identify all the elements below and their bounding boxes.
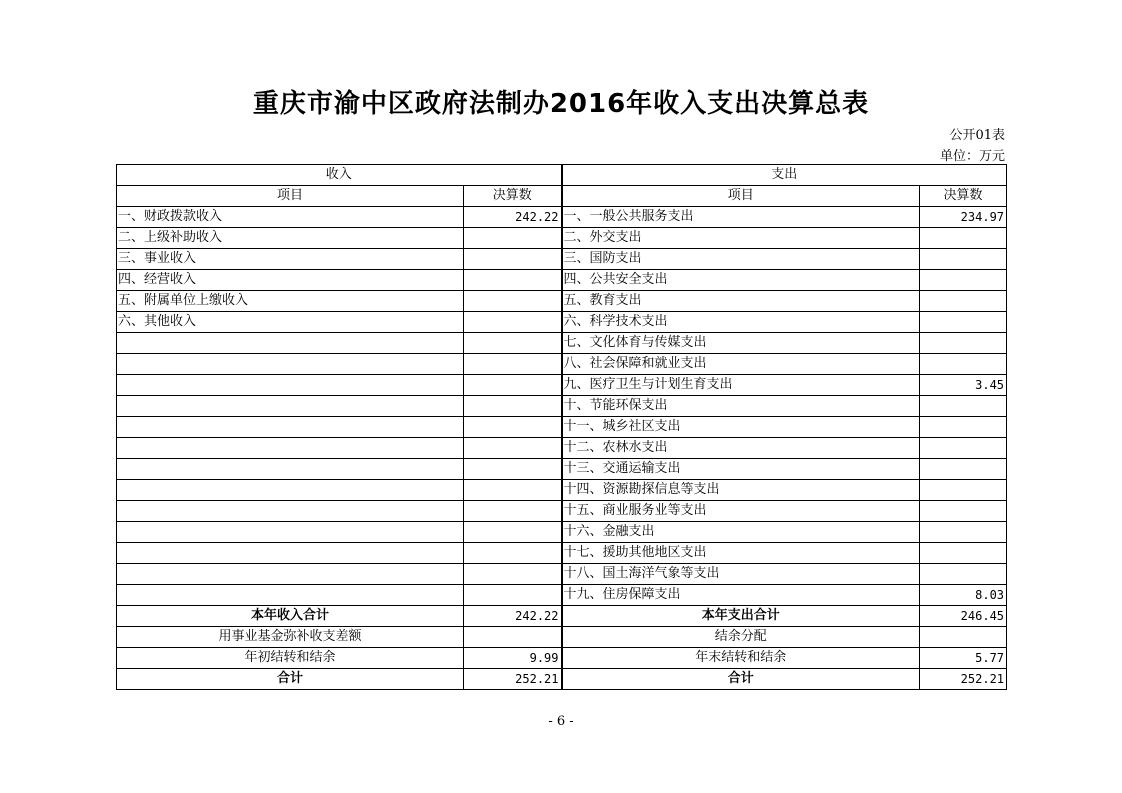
expense-amount <box>920 459 1007 480</box>
income-item <box>117 375 464 396</box>
expense-amount <box>920 522 1007 543</box>
summary-expense-amount: 5.77 <box>920 648 1007 669</box>
expense-amount <box>920 417 1007 438</box>
summary-income-amount <box>464 627 562 648</box>
table-row <box>117 312 1007 333</box>
income-amount <box>464 270 562 291</box>
income-item <box>117 501 464 522</box>
income-amount <box>464 249 562 270</box>
table-row <box>117 543 1007 564</box>
income-amount <box>464 291 562 312</box>
expense-item: 十八、国土海洋气象等支出 <box>562 564 920 585</box>
table-row <box>117 249 1007 270</box>
expense-item: 二、外交支出 <box>562 228 920 249</box>
table-row <box>117 585 1007 606</box>
income-amount <box>464 333 562 354</box>
summary-expense-item: 合计 <box>562 669 920 690</box>
income-amount <box>464 501 562 522</box>
summary-row <box>117 627 1007 648</box>
income-item <box>117 543 464 564</box>
summary-expense-item: 年末结转和结余 <box>562 648 920 669</box>
income-amount-header: 决算数 <box>464 186 562 207</box>
table-row <box>117 417 1007 438</box>
expense-item: 十五、商业服务业等支出 <box>562 501 920 522</box>
income-item: 二、上级补助收入 <box>117 228 464 249</box>
summary-expense-amount: 252.21 <box>920 669 1007 690</box>
table-row <box>117 354 1007 375</box>
expense-item: 十六、金融支出 <box>562 522 920 543</box>
income-item <box>117 459 464 480</box>
table-row <box>117 333 1007 354</box>
table-row <box>117 375 1007 396</box>
income-amount <box>464 522 562 543</box>
summary-row <box>117 669 1007 690</box>
income-item: 五、附属单位上缴收入 <box>117 291 464 312</box>
expense-amount: 234.97 <box>920 207 1007 228</box>
expense-item: 四、公共安全支出 <box>562 270 920 291</box>
income-amount <box>464 459 562 480</box>
income-amount <box>464 585 562 606</box>
table-row <box>117 438 1007 459</box>
income-item <box>117 417 464 438</box>
income-item <box>117 333 464 354</box>
table-row <box>117 291 1007 312</box>
table-header-row <box>117 165 1007 186</box>
table-row <box>117 228 1007 249</box>
table-row <box>117 270 1007 291</box>
income-item <box>117 480 464 501</box>
page-title: 重庆市渝中区政府法制办2016年收入支出决算总表 <box>252 89 870 119</box>
expense-amount: 8.03 <box>920 585 1007 606</box>
expense-item: 三、国防支出 <box>562 249 920 270</box>
table-row <box>117 207 1007 228</box>
income-item <box>117 396 464 417</box>
income-item-header: 项目 <box>117 186 464 207</box>
summary-expense-amount <box>920 627 1007 648</box>
expense-amount <box>920 543 1007 564</box>
summary-row <box>117 606 1007 627</box>
income-item <box>117 522 464 543</box>
income-amount <box>464 312 562 333</box>
expense-amount <box>920 354 1007 375</box>
table-row <box>117 564 1007 585</box>
summary-income-item: 用事业基金弥补收支差额 <box>117 627 464 648</box>
income-amount <box>464 375 562 396</box>
expense-item: 十二、农林水支出 <box>562 438 920 459</box>
budget-table <box>116 164 1007 690</box>
expense-amount <box>920 333 1007 354</box>
income-amount <box>464 354 562 375</box>
table-row <box>117 522 1007 543</box>
expense-amount <box>920 480 1007 501</box>
table-subheader-row <box>117 186 1007 207</box>
income-item: 四、经营收入 <box>117 270 464 291</box>
expense-amount <box>920 312 1007 333</box>
expense-item: 七、文化体育与传媒支出 <box>562 333 920 354</box>
summary-income-amount: 9.99 <box>464 648 562 669</box>
income-amount <box>464 438 562 459</box>
table-row <box>117 396 1007 417</box>
expense-item: 十七、援助其他地区支出 <box>562 543 920 564</box>
expense-item: 十一、城乡社区支出 <box>562 417 920 438</box>
summary-expense-item: 结余分配 <box>562 627 920 648</box>
summary-expense-item: 本年支出合计 <box>562 606 920 627</box>
summary-income-item: 合计 <box>117 669 464 690</box>
expense-amount <box>920 501 1007 522</box>
income-amount <box>464 228 562 249</box>
income-amount <box>464 543 562 564</box>
expense-item: 十四、资源勘探信息等支出 <box>562 480 920 501</box>
income-header: 收入 <box>117 165 562 186</box>
expense-item-header: 项目 <box>562 186 920 207</box>
table-row <box>117 501 1007 522</box>
income-amount <box>464 480 562 501</box>
table-row <box>117 480 1007 501</box>
expense-item: 十三、交通运输支出 <box>562 459 920 480</box>
table-row <box>117 459 1007 480</box>
unit-label: 单位：万元 <box>939 149 1005 164</box>
expense-item: 十九、住房保障支出 <box>562 585 920 606</box>
expense-item: 一、一般公共服务支出 <box>562 207 920 228</box>
summary-expense-amount: 246.45 <box>920 606 1007 627</box>
expense-amount <box>920 438 1007 459</box>
form-number: 公开01表 <box>949 128 1005 143</box>
expense-amount <box>920 396 1007 417</box>
income-amount <box>464 417 562 438</box>
summary-income-amount: 242.22 <box>464 606 562 627</box>
income-item <box>117 585 464 606</box>
expense-amount <box>920 249 1007 270</box>
expense-amount <box>920 228 1007 249</box>
expense-item: 六、科学技术支出 <box>562 312 920 333</box>
expense-amount <box>920 564 1007 585</box>
expense-amount: 3.45 <box>920 375 1007 396</box>
expense-item: 九、医疗卫生与计划生育支出 <box>562 375 920 396</box>
income-amount <box>464 396 562 417</box>
income-item: 六、其他收入 <box>117 312 464 333</box>
income-item <box>117 354 464 375</box>
summary-row <box>117 648 1007 669</box>
summary-income-item: 年初结转和结余 <box>117 648 464 669</box>
summary-income-item: 本年收入合计 <box>117 606 464 627</box>
income-item <box>117 438 464 459</box>
expense-amount-header: 决算数 <box>920 186 1007 207</box>
expense-header: 支出 <box>562 165 1007 186</box>
income-amount: 242.22 <box>464 207 562 228</box>
expense-item: 十、节能环保支出 <box>562 396 920 417</box>
page-number: - 6 - <box>548 714 574 729</box>
income-item: 一、财政拨款收入 <box>117 207 464 228</box>
expense-item: 五、教育支出 <box>562 291 920 312</box>
income-item <box>117 564 464 585</box>
expense-amount <box>920 270 1007 291</box>
expense-amount <box>920 291 1007 312</box>
expense-item: 八、社会保障和就业支出 <box>562 354 920 375</box>
summary-income-amount: 252.21 <box>464 669 562 690</box>
income-item: 三、事业收入 <box>117 249 464 270</box>
income-amount <box>464 564 562 585</box>
